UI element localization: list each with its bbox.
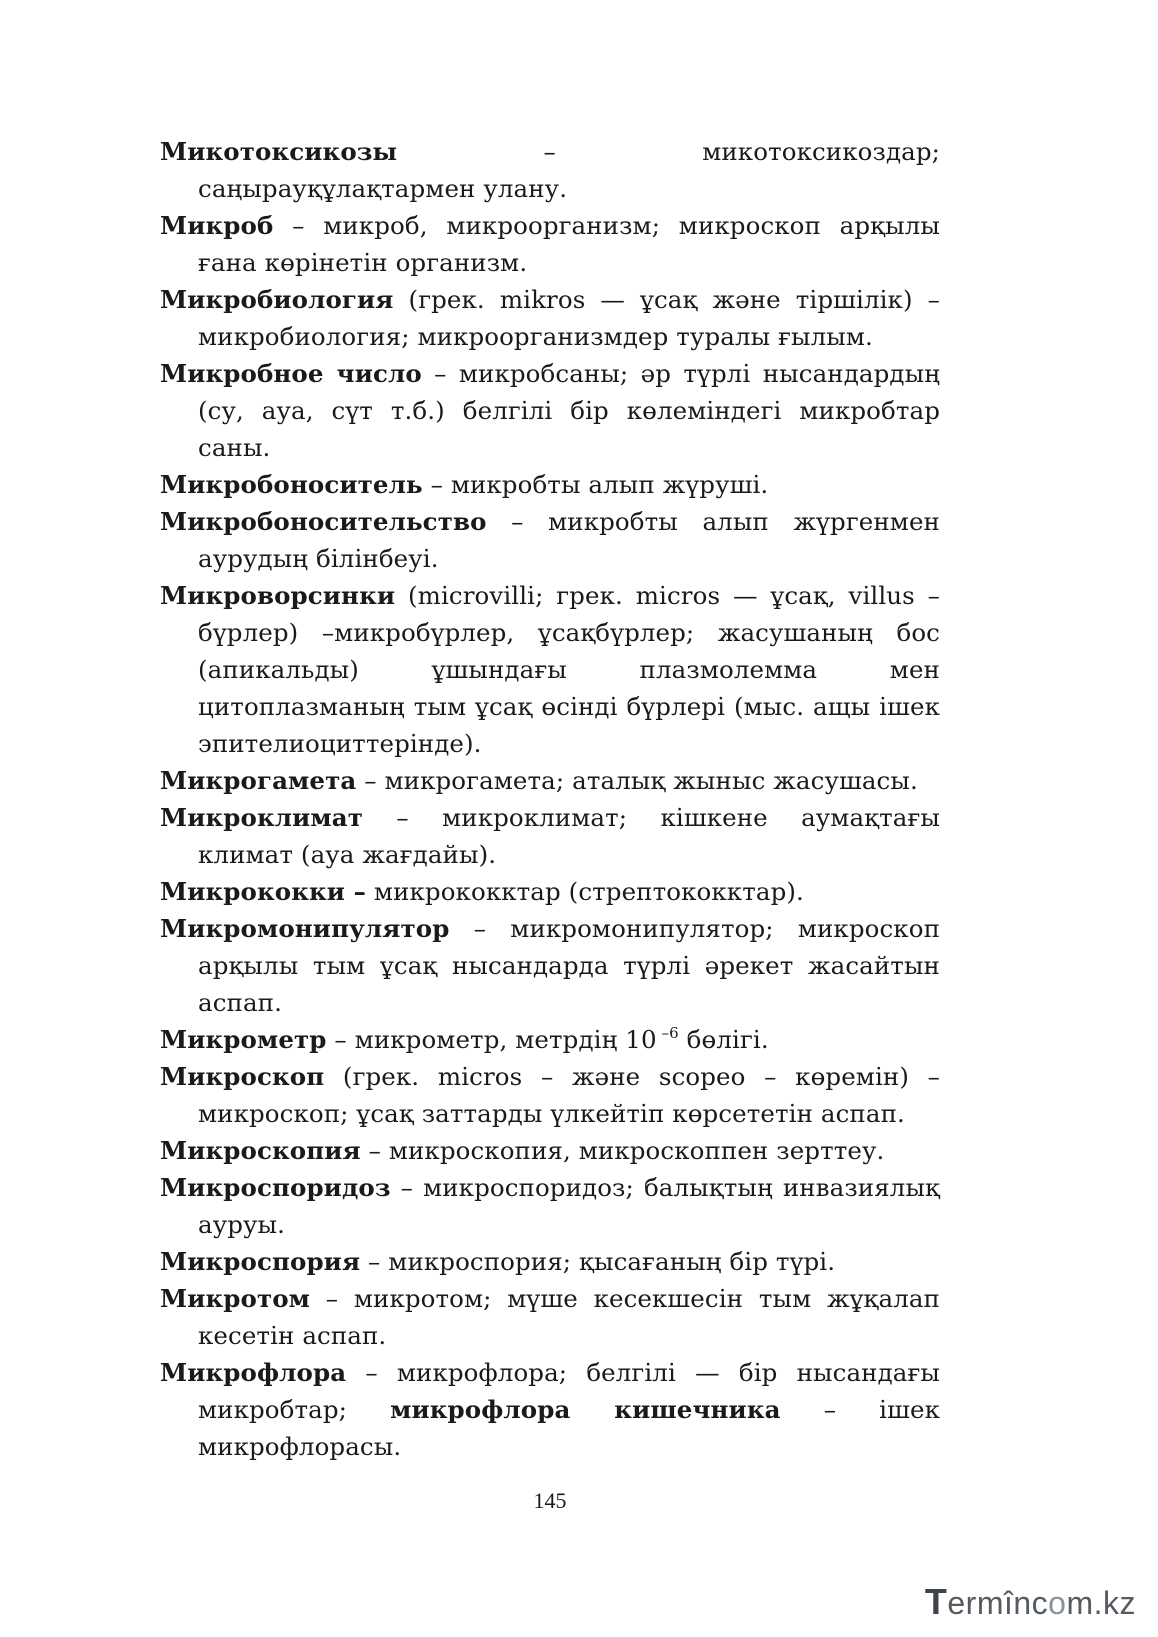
entry-definition: (грек. micros – және scopeo – көремін) – микроскоп; ұсақ заттарды үлкейтіп көрсететін аспап. (198, 1062, 940, 1128)
entry-mikotoksikozy (160, 133, 940, 207)
entry-term: Микроклимат (160, 803, 364, 832)
entry-definition: – микробсаны; әр түрлі нысандардың (су, ауа, сүт т.б.) белгілі бір көлеміндегі микробтар саны. (198, 359, 941, 462)
entry-term: Микроспоридоз (160, 1173, 391, 1202)
entry-definition: – микробты алып жүргенмен аурудың білінбеуі. (198, 507, 940, 573)
watermark-o-icon: o (1048, 1585, 1067, 1621)
watermark-text: ermînc (947, 1585, 1049, 1621)
entry-term: Микробиология (160, 285, 394, 314)
entry-definition: – микроспория; қысағаның бір түрі. (360, 1247, 836, 1276)
entry-mikrogameta (160, 762, 940, 799)
entry-term: Микрогамета (160, 766, 357, 795)
entry-term: Микроспория (160, 1247, 361, 1276)
entry-definition: – микроскопия, микроскоппен зерттеу. (360, 1136, 885, 1165)
entry-definition: микрококктар (стрептококктар). (366, 877, 804, 906)
entry-definition: (грек. mikros — ұсақ және тіршілік) – микробиология; микроорганизмдер туралы ғылым. (198, 285, 940, 351)
entry-term: Микробное число (160, 359, 422, 388)
entry-definition-tail: бөлігі. (678, 1025, 769, 1054)
entry-term: Микотоксикозы (160, 137, 398, 166)
entry-definition-tail: – ішек микрофлорасы. (198, 1395, 940, 1461)
entry-mikroskop (160, 1058, 940, 1132)
entry-term: Микротом (160, 1284, 311, 1313)
entry-definition: – микрофлора; белгілі — бір нысандағы микробтар; (198, 1358, 940, 1424)
entry-term: Микрококки – (160, 877, 367, 906)
entry-definition: – микрометр, метрдің 10 (326, 1025, 657, 1054)
entry-definition: – микотоксикоздар; саңырауқұлақтармен улану. (198, 137, 940, 203)
entry-mikrosporiya (160, 1243, 940, 1280)
entry-term: Микроскопия (160, 1136, 361, 1165)
entry-mikroskopiya (160, 1132, 940, 1169)
entry-term: Микробоносительство (160, 507, 487, 536)
entry-definition: – микроспоридоз; балықтың инвазиялық ауруы. (198, 1173, 940, 1239)
entry-mikrosporidoz (160, 1169, 940, 1243)
entry-mikrobiologiya (160, 281, 940, 355)
entry-term: Микрофлора (160, 1358, 347, 1387)
entry-term: Микромонипулятор (160, 914, 450, 943)
entry-definition: – микротом; мүше кесекшесін тым жұқалап кесетін аспап. (198, 1284, 940, 1350)
entry-mikroflora (160, 1354, 940, 1465)
entry-mikrobnoe-chislo (160, 355, 940, 466)
exponent: –6 (656, 1024, 679, 1042)
entry-mikrokokki (160, 873, 940, 910)
entry-term: Микроб (160, 211, 274, 240)
entry-mikrotom (160, 1280, 940, 1354)
entry-mikrometr (160, 1021, 940, 1058)
entry-mikrobonositelstvo (160, 503, 940, 577)
entry-mikrob (160, 207, 940, 281)
entry-term: Микроскоп (160, 1062, 325, 1091)
entry-definition: – микрогамета; аталық жыныс жасушасы. (356, 766, 918, 795)
entry-mikromonipulyator (160, 910, 940, 1021)
entry-mikroklimat (160, 799, 940, 873)
entry-subterm: микрофлора кишечника (390, 1395, 781, 1424)
entry-definition: – микроклимат; кішкене аумақтағы климат (ауа жағдайы). (198, 803, 940, 869)
entry-definition: – микробты алып жүруші. (422, 470, 769, 499)
page-number: 145 (533, 1488, 567, 1513)
entry-definition: – микромонипулятор; микроскоп арқылы тым ұсақ нысандарда түрлі әрекет жасайтын аспап. (198, 914, 940, 1017)
entry-definition: (microvilli; грек. micros — ұсақ, villus – бүрлер) –микробүрлер, ұсақбүрлер; жасушаның бос (апикальды) ұшындағы плазмолемма мен цитоплазманың тым ұсақ өсінді бүрлері (мыс. ащы ішек эпителиоциттерінде). (198, 581, 940, 758)
site-watermark-logo (925, 1581, 1136, 1623)
entry-definition: – микроб, микроорганизм; микроскоп арқылы ғана көрінетін организм. (198, 211, 940, 277)
watermark-letter-t: T (924, 1581, 948, 1622)
entry-mikrovorsinki (160, 577, 940, 762)
entry-mikrobonositel (160, 466, 940, 503)
entry-term: Микрометр (160, 1025, 327, 1054)
entry-term: Микробоноситель (160, 470, 423, 499)
watermark-text-end: m.kz (1066, 1585, 1136, 1621)
entry-term: Микроворсинки (160, 581, 396, 610)
dictionary-page (160, 133, 940, 1465)
